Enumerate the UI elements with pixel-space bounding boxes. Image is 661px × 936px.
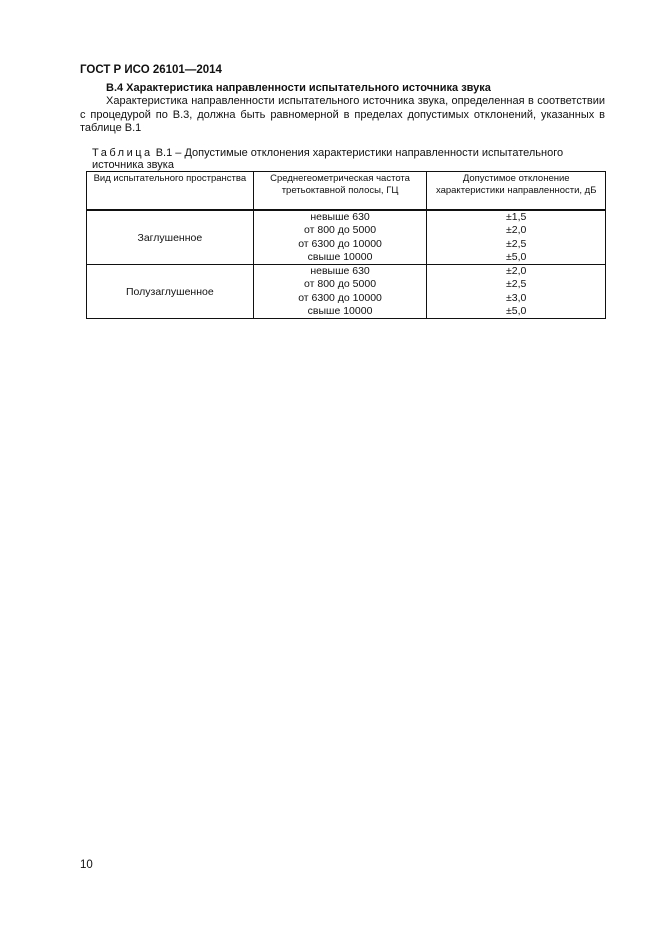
frequency: невыше 630 bbox=[310, 265, 370, 278]
tolerance-table bbox=[86, 171, 606, 319]
page-number: 10 bbox=[80, 859, 93, 871]
column-header: Допустимое отклонение характеристики направленности, дБ bbox=[427, 172, 606, 211]
deviation: ±2,0 bbox=[506, 265, 527, 278]
deviation: ±2,5 bbox=[506, 237, 527, 250]
frequency-cell bbox=[253, 210, 427, 265]
table-row bbox=[87, 210, 606, 265]
deviation: ±5,0 bbox=[506, 305, 527, 318]
deviation: ±2,0 bbox=[506, 224, 527, 237]
column-header: Среднегеометрическая частота третьоктавной полосы, ГЦ bbox=[253, 172, 427, 211]
section-paragraph: Характеристика направленности испытательного источника звука, определенная в соответствии с процедурой по В.3, должна быть равномерной в пределах допустимых отклонений, указанных в таблице В.1 bbox=[80, 95, 605, 134]
deviation-cell bbox=[427, 210, 606, 265]
table-caption bbox=[92, 147, 605, 171]
table-row bbox=[87, 265, 606, 319]
space-cell: Полузаглушенное bbox=[87, 265, 254, 319]
table-header-row bbox=[87, 172, 606, 211]
deviation: ±1,5 bbox=[506, 211, 527, 223]
frequency: свыше 10000 bbox=[307, 250, 373, 263]
frequency-cell bbox=[253, 265, 427, 319]
space-cell: Заглушенное bbox=[87, 210, 254, 265]
table-caption-label: Таблица bbox=[92, 147, 153, 159]
deviation-cell bbox=[427, 265, 606, 319]
frequency: от 800 до 5000 bbox=[304, 278, 377, 291]
frequency: от 6300 до 10000 bbox=[298, 291, 382, 304]
frequency: от 6300 до 10000 bbox=[298, 237, 382, 250]
frequency: свыше 10000 bbox=[307, 305, 373, 318]
section-heading: В.4 Характеристика направленности испытательного источника звука bbox=[106, 82, 491, 94]
deviation: ±3,0 bbox=[506, 291, 527, 304]
document-header: ГОСТ Р ИСО 26101—2014 bbox=[80, 64, 222, 76]
deviation: ±2,5 bbox=[506, 278, 527, 291]
frequency: невыше 630 bbox=[310, 211, 370, 223]
frequency: от 800 до 5000 bbox=[304, 224, 377, 237]
deviation: ±5,0 bbox=[506, 250, 527, 263]
column-header: Вид испытательного пространства bbox=[87, 172, 254, 211]
table-caption-text: В.1 – Допустимые отклонения характеристики направленности испытательного источника звука bbox=[92, 147, 564, 171]
